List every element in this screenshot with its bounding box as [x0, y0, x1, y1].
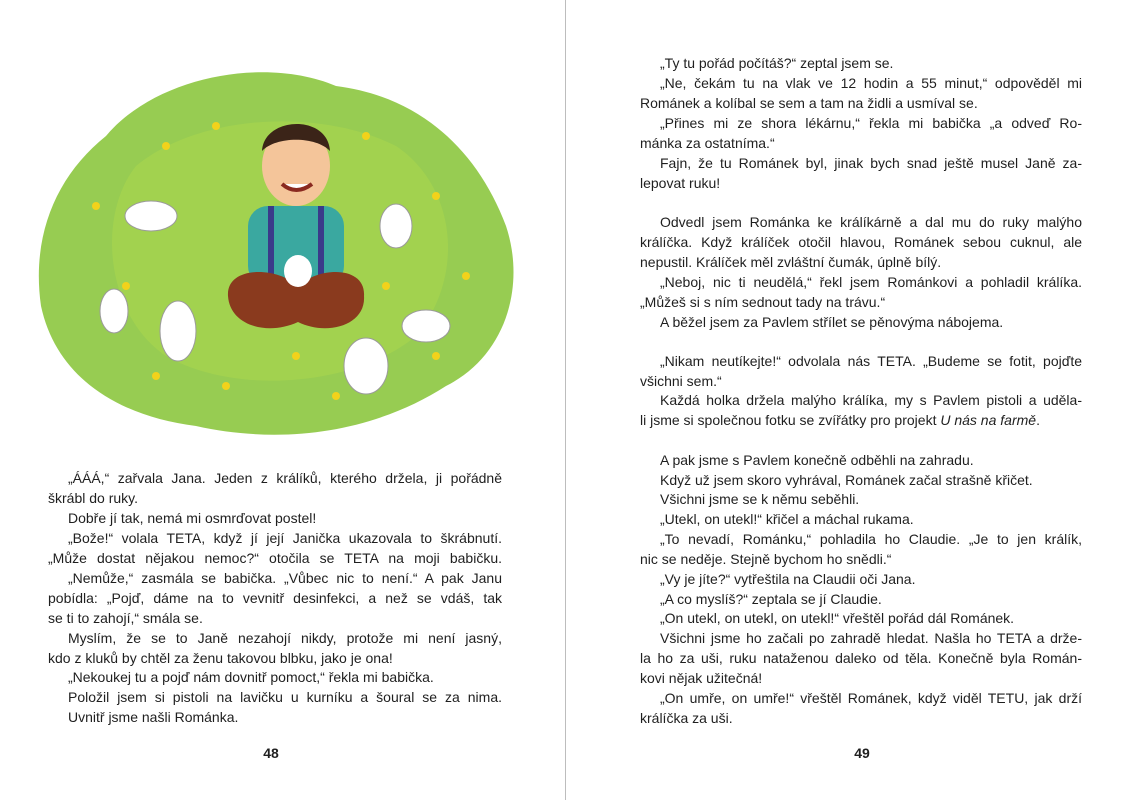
text-line: „Můžeš si s ním sednout tady na trávu.“ [640, 294, 886, 310]
text-line: se ti to zahojí,“ smála se. [48, 610, 203, 626]
text-line: nic se neděje. Stejně bychom ho snědli.“ [640, 551, 892, 567]
illustration-boy-with-rabbits [36, 56, 520, 446]
text-line: „Přines mi ze shora lékárnu,“ řekla mi babička „a odveď Ro- [660, 115, 1082, 131]
text-line: A pak jsme s Pavlem konečně odběhli na zahradu. [660, 452, 974, 468]
text-line: „Nikam neutíkejte!“ odvolala nás TETA. „Budeme se fotit, pojďte [660, 353, 1082, 369]
text-line: „Nemůže,“ zasmála se babička. „Vůbec nic to není.“ A pak Janu [68, 570, 502, 586]
text-line: „Ne, čekám tu na vlak ve 12 hodin a 55 minut,“ odpověděl mi [660, 75, 1082, 91]
text-line: Když už jsem skoro vyhrával, Románek začal strašně křičet. [660, 472, 1033, 488]
text-line: Uvnitř jsme našli Románka. [68, 709, 239, 725]
text-line: lepovat ruku! [640, 175, 721, 191]
text-line: „ÁÁÁ,“ zařvala Jana. Jeden z králíků, kterého držela, ji pořádně [68, 470, 502, 486]
page-number: 48 [263, 745, 279, 761]
project-title: U nás na farmě [940, 412, 1037, 428]
text-line: kovi nějak užitečná! [640, 670, 763, 686]
page-49 [567, 0, 1132, 800]
text-line: „Neboj, nic ti neudělá,“ řekl jsem Románkovi a pohladil králíka. [660, 274, 1082, 290]
text-line: nepustil. Králíček měl zvláštní čumák, úplně bílý. [640, 254, 942, 270]
text-line: Dobře jí tak, nemá mi osmrďovat postel! [68, 510, 317, 526]
text-line: Myslím, že se to Janě nezahojí nikdy, protože mi není jasný, [68, 630, 502, 646]
text-line: králíčka za uši. [640, 710, 733, 726]
text-line: „A co myslíš?“ zeptala se jí Claudie. [660, 591, 882, 607]
text-line: „Bože!“ volala TETA, když jí její Janička ukazovala to škrábnutí. [68, 530, 502, 546]
text-line: „Nekoukej tu a pojď nám dovnitř pomoct,“ řekla mi babička. [68, 669, 434, 685]
text-line: Románek a kolíbal se sem a tam na židli a usmíval se. [640, 95, 978, 111]
text-run: li jsme si společnou fotku se zvířátky pro projekt [640, 412, 941, 428]
text-line: kdo z kluků by chtěl za ženu takovou blbku, jako je ona! [48, 650, 393, 666]
text-line: „Ty tu pořád počítáš?“ zeptal jsem se. [660, 55, 894, 71]
text-line: „Může dostat nějakou nemoc?“ otočila se TETA na moji babičku. [48, 550, 502, 566]
text-line: A běžel jsem za Pavlem střílet se pěnovýma nábojema. [660, 314, 1004, 330]
page-number: 49 [854, 745, 870, 761]
text-line: „On utekl, on utekl, on utekl!“ vřeštěl pořád dál Románek. [660, 610, 1015, 626]
text-line: „Utekl, on utekl!“ křičel a máchal rukama. [660, 511, 914, 527]
text-line: Všichni jsme se k němu seběhli. [660, 491, 860, 507]
text-line: „To nevadí, Románku,“ pohladila ho Claudie. „Je to jen králík, [660, 531, 1082, 547]
text-line: la ho za uši, ruku nataženou daleko od těla. Konečně byla Román- [640, 650, 1082, 666]
text-line: „Vy je jíte?“ vytřeštila na Claudii oči Jana. [660, 571, 916, 587]
text-line: Fajn, že tu Románek byl, jinak bych snad ještě musel Janě za- [660, 155, 1082, 171]
text-line [640, 411, 1082, 429]
text-line: všichni sem.“ [640, 373, 722, 389]
text-line: škrábl do ruky. [48, 490, 138, 506]
text-line: Odvedl jsem Románka ke králíkárně a dal mu do ruky malýho [660, 214, 1082, 230]
text-run: . [1036, 412, 1040, 428]
text-line: Každá holka držela malýho králíka, my s Pavlem pistoli a uděla- [660, 392, 1082, 408]
text-line: Položil jsem si pistoli na lavičku u kurníku a šoural se za nima. [68, 689, 502, 705]
text-line: pobídla: „Pojď, dáme na to vevnitř desinfekci, a než se vdáš, tak [48, 590, 502, 606]
text-line: Všichni jsme ho začali po zahradě hledat. Našla ho TETA a drže- [660, 630, 1082, 646]
text-line: „On umře, on umře!“ vřeštěl Románek, když viděl TETU, jak drží [660, 690, 1082, 706]
text-line: králíčka. Když králíček otočil hlavou, Románek sebou cuknul, ale [640, 234, 1082, 250]
text-line: mánka za ostatníma.“ [640, 135, 775, 151]
